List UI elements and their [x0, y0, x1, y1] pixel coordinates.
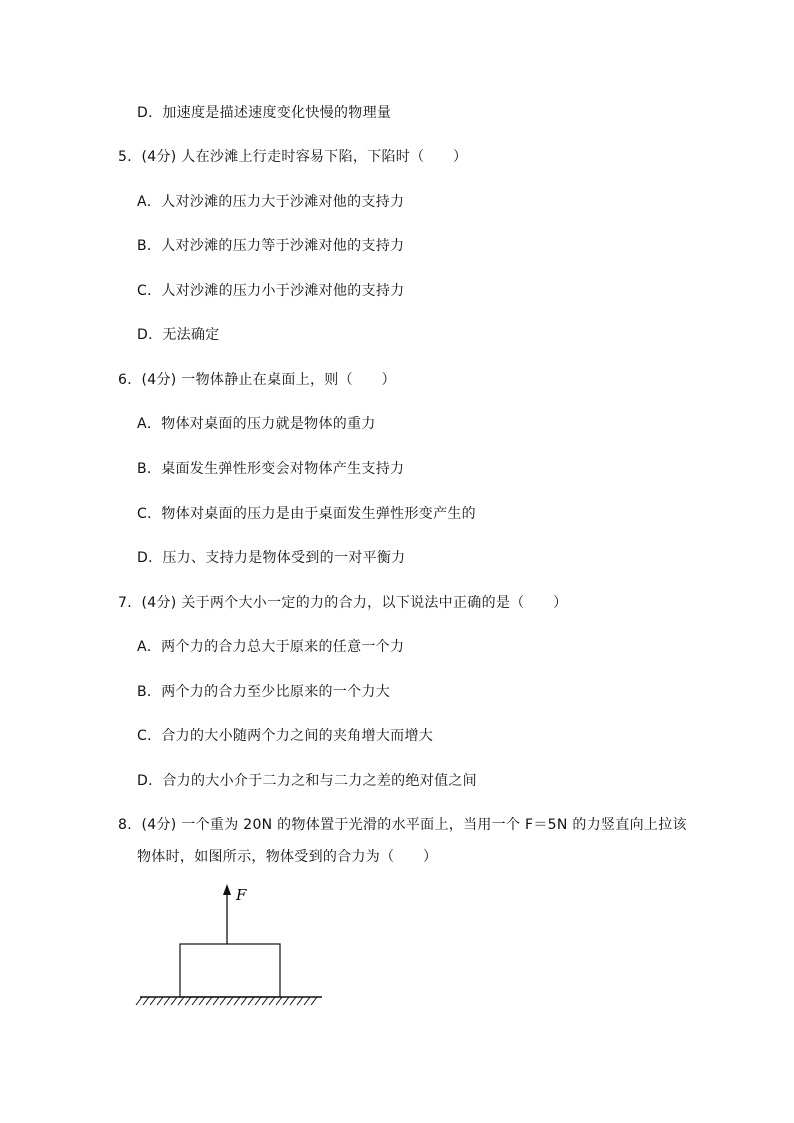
- hatch-stroke: [283, 997, 289, 1005]
- hatch-stroke: [290, 997, 296, 1005]
- block: [180, 944, 280, 997]
- question-6-option-a: A．物体对桌面的压力就是物体的重力: [137, 416, 376, 432]
- question-4-option-d: D．加速度是描述速度变化快慢的物理量: [137, 105, 392, 121]
- question-8-stem-continued: 物体时，如图所示，物体受到的合力为（ ）: [137, 849, 438, 865]
- hatch-stroke: [143, 997, 149, 1005]
- question-7-option-b: B．两个力的合力至少比原来的一个力大: [137, 684, 391, 700]
- question-6-option-b: B．桌面发生弹性形变会对物体产生支持力: [137, 461, 405, 477]
- hatch-stroke: [220, 997, 226, 1005]
- hatch-stroke: [171, 997, 177, 1005]
- question-6-option-d: D．压力、支持力是物体受到的一对平衡力: [137, 550, 406, 566]
- question-7-stem: 7．(4分) 关于两个大小一定的力的合力，以下说法中正确的是（ ）: [118, 595, 568, 611]
- hatch-stroke: [297, 997, 303, 1005]
- question-7-option-d: D．合力的大小介于二力之和与二力之差的绝对值之间: [137, 773, 477, 789]
- ground-hatching: [136, 997, 317, 1005]
- hatch-stroke: [248, 997, 254, 1005]
- hatch-stroke: [276, 997, 282, 1005]
- hatch-stroke: [241, 997, 247, 1005]
- question-5-stem: 5．(4分) 人在沙滩上行走时容易下陷，下陷时（ ）: [118, 149, 468, 165]
- hatch-stroke: [136, 997, 142, 1005]
- hatch-stroke: [178, 997, 184, 1005]
- force-arrow: [223, 884, 231, 944]
- question-5-option-a: A．人对沙滩的压力大于沙滩对他的支持力: [137, 194, 405, 210]
- hatch-stroke: [304, 997, 310, 1005]
- question-8-stem: 8．(4分) 一个重为 20N 的物体置于光滑的水平面上，当用一个 F＝5N 的力竖直向上拉该: [118, 817, 687, 833]
- force-label: F: [236, 886, 247, 904]
- force-diagram: [138, 880, 328, 1010]
- hatch-stroke: [150, 997, 156, 1005]
- question-5-option-d: D．无法确定: [137, 327, 220, 343]
- question-5-option-c: C．人对沙滩的压力小于沙滩对他的支持力: [137, 283, 405, 299]
- hatch-stroke: [255, 997, 261, 1005]
- question-7-option-a: A．两个力的合力总大于原来的任意一个力: [137, 639, 405, 655]
- hatch-stroke: [311, 997, 317, 1005]
- hatch-stroke: [269, 997, 275, 1005]
- question-6-option-c: C．物体对桌面的压力是由于桌面发生弹性形变产生的: [137, 506, 476, 522]
- hatch-stroke: [206, 997, 212, 1005]
- question-6-stem: 6．(4分) 一物体静止在桌面上，则（ ）: [118, 372, 396, 388]
- question-5-option-b: B．人对沙滩的压力等于沙滩对他的支持力: [137, 238, 405, 254]
- question-7-option-c: C．合力的大小随两个力之间的夹角增大而增大: [137, 728, 434, 744]
- hatch-stroke: [227, 997, 233, 1005]
- hatch-stroke: [199, 997, 205, 1005]
- hatch-stroke: [213, 997, 219, 1005]
- hatch-stroke: [164, 997, 170, 1005]
- hatch-stroke: [157, 997, 163, 1005]
- hatch-stroke: [192, 997, 198, 1005]
- hatch-stroke: [234, 997, 240, 1005]
- hatch-stroke: [262, 997, 268, 1005]
- hatch-stroke: [185, 997, 191, 1005]
